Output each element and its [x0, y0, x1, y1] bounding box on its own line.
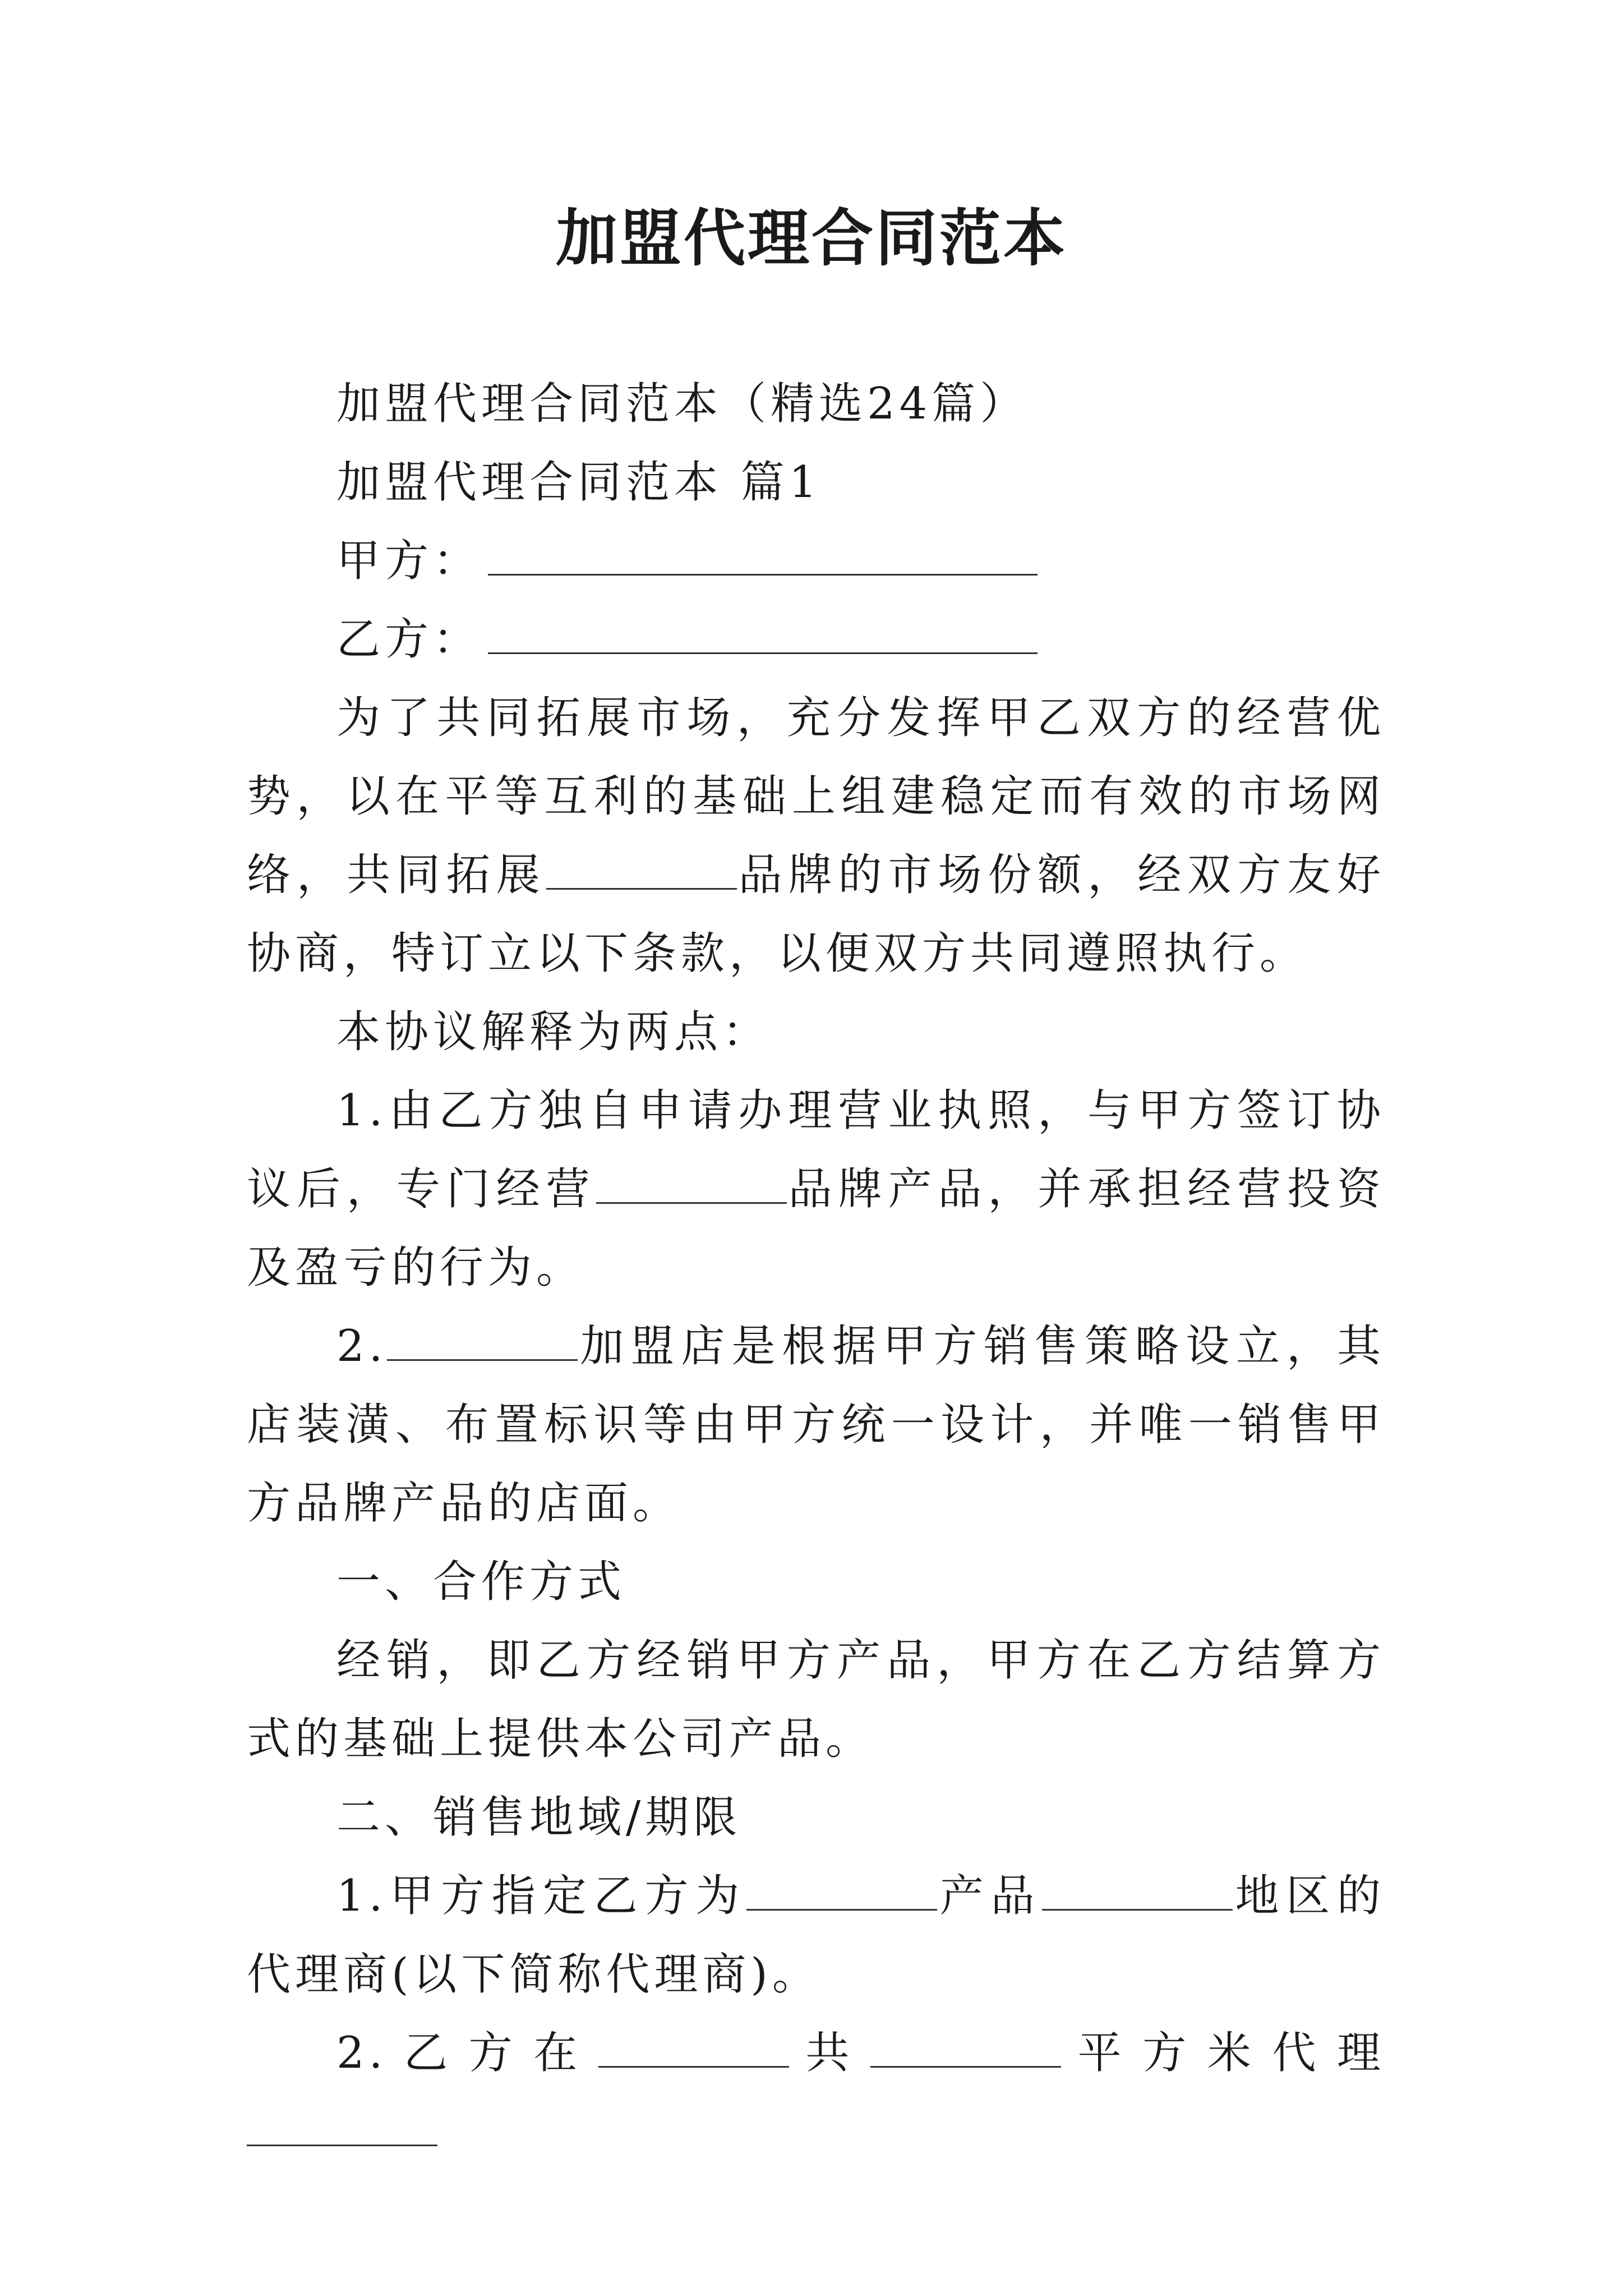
- party-a-blank: [488, 535, 1038, 576]
- document-title: 加盟代理合同范本: [556, 202, 1067, 274]
- point-1: 1.由乙方独自申请办理营业执照，与甲方签订协议后，专门经营 品牌产品，并承担经营投资及盈亏的行为。: [247, 1085, 1385, 1293]
- region-blank: [1042, 1870, 1233, 1911]
- document-body: [247, 365, 1385, 2171]
- product-blank: [746, 1870, 937, 1911]
- interpretation-heading: 本协议解释为两点：: [336, 1007, 771, 1057]
- agent-blank: [247, 2105, 437, 2146]
- section-2-heading: 二、销售地域/期限: [336, 1792, 742, 1843]
- point-2-blank: [387, 1320, 578, 1361]
- section-1-heading: 一、合作方式: [336, 1557, 626, 1607]
- party-b-blank: [488, 613, 1038, 654]
- intro-paragraph: 为了共同拓展市场，充分发挥甲乙双方的经营优势，以在平等互利的基础上组建稳定而有效的市场网络，共同拓展 品牌的市场份额，经双方友好协商，特订立以下条款，以便双方共同遵照执行。: [247, 693, 1385, 979]
- party-a-line: [247, 522, 1385, 600]
- area-blank: [870, 2027, 1061, 2068]
- subtitle: 加盟代理合同范本（精选24篇）: [336, 379, 1029, 429]
- party-b-line: [247, 600, 1385, 679]
- section-1-text: 经销，即乙方经销甲方产品，甲方在乙方结算方式的基础上提供本公司产品。: [247, 1635, 1385, 1764]
- location-blank: [598, 2027, 789, 2068]
- party-a-label: 甲方：: [336, 536, 482, 586]
- brand-blank: [546, 849, 737, 890]
- point-2: 2. 加盟店是根据甲方销售策略设立，其店装潢、布置标识等由甲方统一设计，并唯一销售甲方品牌产品的店面。: [247, 1321, 1385, 1529]
- section-heading: 加盟代理合同范本 篇1: [336, 457, 822, 508]
- point-1-brand-blank: [596, 1163, 787, 1204]
- section-2-item-2: 2.乙方在 共 平方米代理: [247, 2014, 1385, 2171]
- party-b-label: 乙方：: [336, 614, 482, 665]
- section-2-item-1: 1.甲方指定乙方为 产品 地区的代理商(以下简称代理商)。: [247, 1871, 1385, 2000]
